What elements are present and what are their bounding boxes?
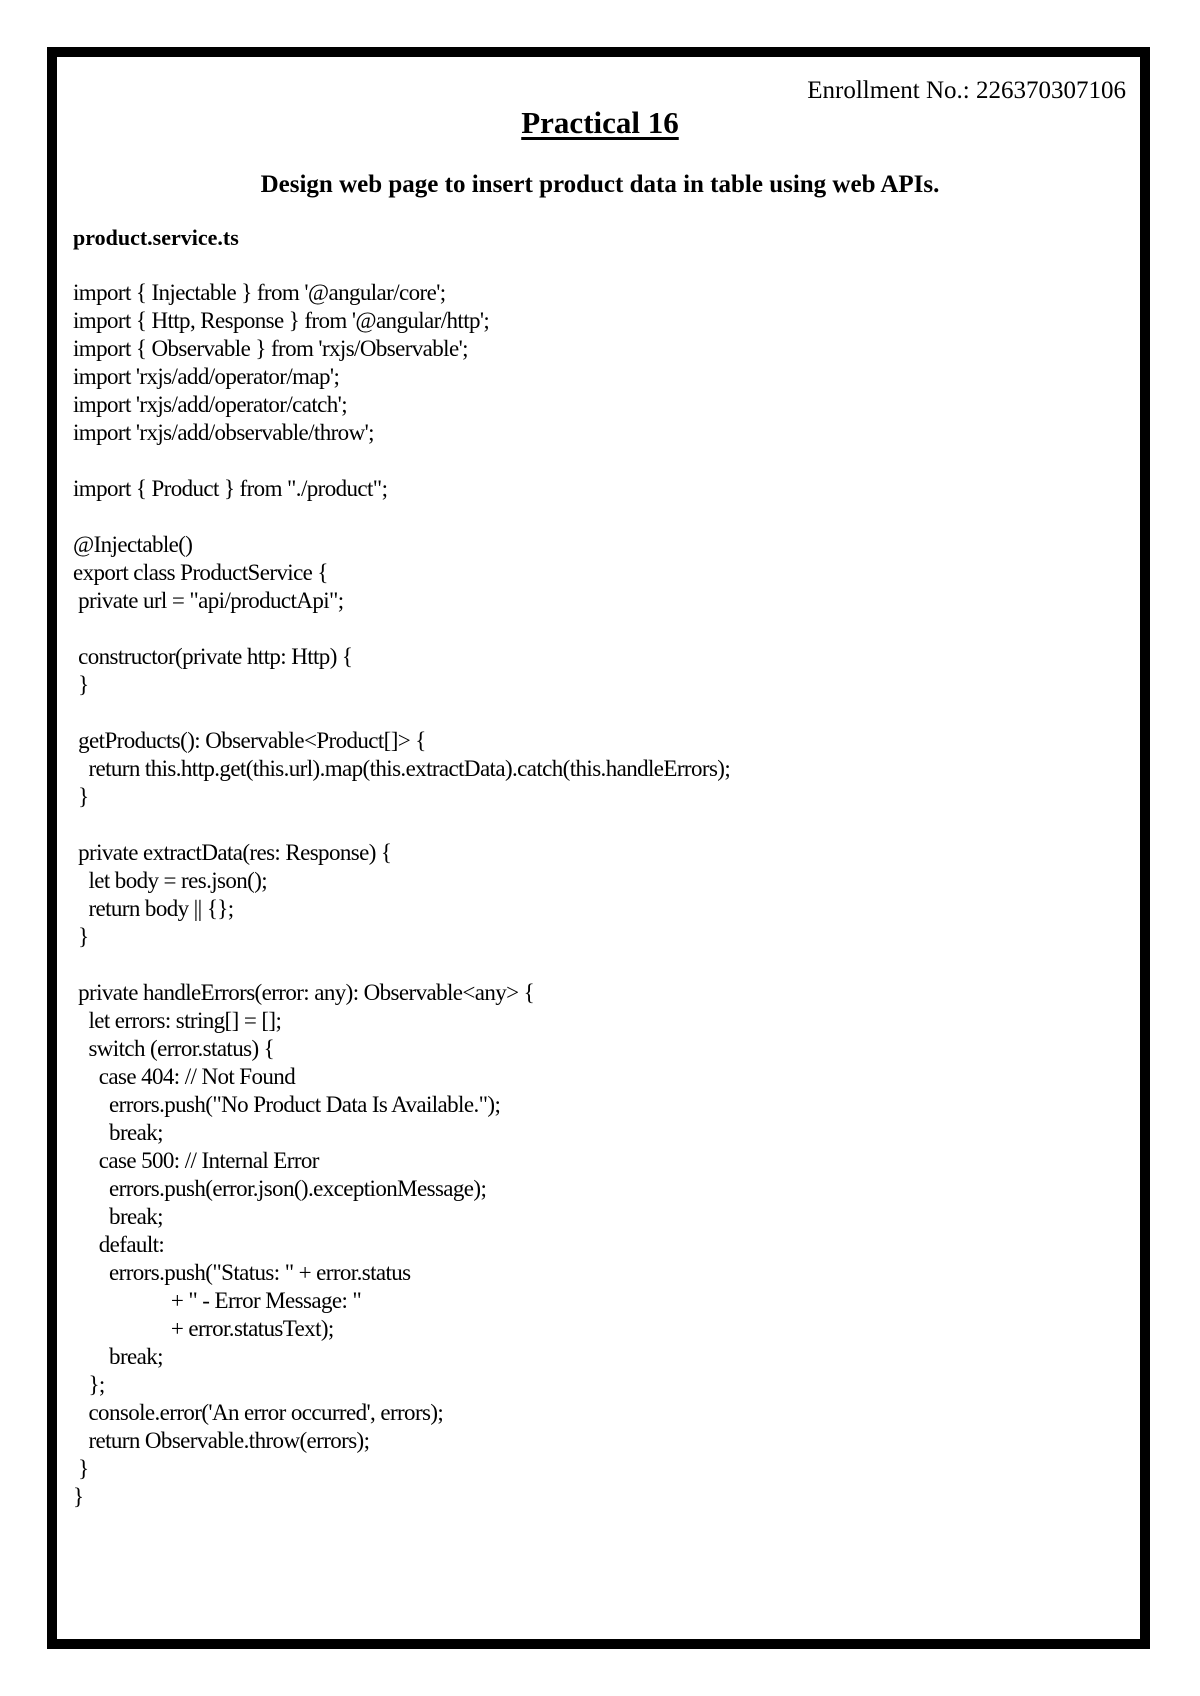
code-line: } <box>73 784 89 809</box>
code-line: errors.push("Status: " + error.status <box>73 1260 411 1285</box>
practical-title: Practical 16 <box>521 105 679 140</box>
code-line: import { Http, Response } from '@angular/http'; <box>73 308 490 333</box>
code-line: return Observable.throw(errors); <box>73 1428 370 1453</box>
code-line: } <box>73 1456 89 1481</box>
code-line: + " - Error Message: " <box>73 1288 362 1313</box>
code-line: export class ProductService { <box>73 560 328 585</box>
code-line <box>73 811 1073 839</box>
code-line: + error.statusText); <box>73 1316 334 1341</box>
code-line: import { Product } from "./product"; <box>73 476 388 501</box>
code-line: } <box>73 924 89 949</box>
code-line: default: <box>73 1232 165 1257</box>
code-line <box>73 699 1073 727</box>
code-line: }; <box>73 1372 105 1397</box>
code-line: return body || {}; <box>73 896 234 921</box>
code-line: errors.push("No Product Data Is Available."); <box>73 1092 501 1117</box>
code-line: case 404: // Not Found <box>73 1064 296 1089</box>
code-line <box>73 951 1073 979</box>
code-line: errors.push(error.json().exceptionMessage); <box>73 1176 487 1201</box>
code-line: break; <box>73 1204 163 1229</box>
code-line: constructor(private http: Http) { <box>73 644 353 669</box>
code-line: import 'rxjs/add/operator/catch'; <box>73 392 347 417</box>
code-line: } <box>73 1484 84 1509</box>
code-line: } <box>73 672 89 697</box>
enrollment-number: Enrollment No.: 226370307106 <box>807 77 1126 104</box>
code-line: getProducts(): Observable<Product[]> { <box>73 728 426 753</box>
practical-aim: Design web page to insert product data in table using web APIs. <box>260 171 940 198</box>
code-line <box>73 447 1073 475</box>
code-line <box>73 615 1073 643</box>
code-line: import 'rxjs/add/observable/throw'; <box>73 420 374 445</box>
code-line: case 500: // Internal Error <box>73 1148 319 1173</box>
code-line: private extractData(res: Response) { <box>73 840 392 865</box>
code-line: private handleErrors(error: any): Observable<any> { <box>73 980 535 1005</box>
code-line: import { Injectable } from '@angular/core'; <box>73 280 446 305</box>
code-line: break; <box>73 1344 163 1369</box>
code-line: import 'rxjs/add/operator/map'; <box>73 364 340 389</box>
code-line: switch (error.status) { <box>73 1036 275 1061</box>
file-name-heading: product.service.ts <box>73 225 239 250</box>
code-line: let body = res.json(); <box>73 868 268 893</box>
code-line: break; <box>73 1120 163 1145</box>
code-line: return this.http.get(this.url).map(this.extractData).catch(this.handleErrors); <box>73 756 731 781</box>
code-line <box>73 503 1073 531</box>
code-line: let errors: string[] = []; <box>73 1008 282 1033</box>
code-listing <box>73 279 1073 1511</box>
code-line: private url = "api/productApi"; <box>73 588 344 613</box>
code-line: import { Observable } from 'rxjs/Observable'; <box>73 336 468 361</box>
code-line: console.error('An error occurred', errors); <box>73 1400 444 1425</box>
code-line: @Injectable() <box>73 532 193 557</box>
